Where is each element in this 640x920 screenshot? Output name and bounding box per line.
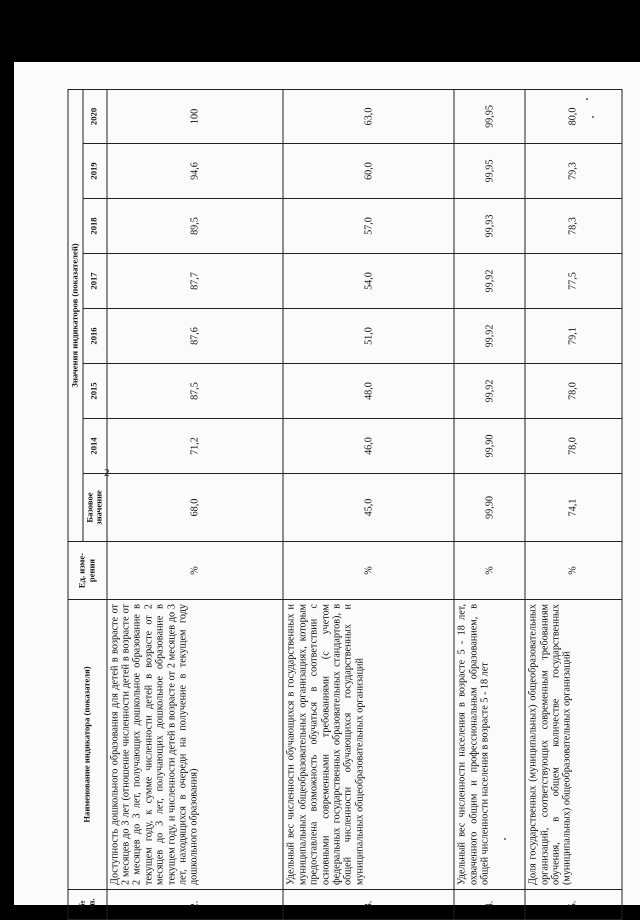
- year-value: 87,6: [107, 309, 284, 364]
- row-num: 4.: [454, 890, 525, 920]
- year-value: 99,95: [454, 144, 525, 199]
- indicator-unit: %: [454, 542, 525, 600]
- table-row: [107, 89, 284, 919]
- indicator-name: Доступность дошкольного образования для детей в возрасте от 2 месяцев до 3 лет (отношение численности детей в возрасте от 2 месяцев до 3 лет, получающих дошкольное образование в текущем году, к сумме численности детей в возрасте от 2 месяцев до 3 лет, получающих дошкольное образование в текущем году, и численности детей в возрасте от 2 месяцев до 3 лет, находящихся в очереди на получение в текущем году дошкольного образования): [107, 600, 284, 890]
- base-value: 74,1: [525, 474, 622, 542]
- year-value: 99,92: [454, 254, 525, 309]
- row-num: 5.: [525, 890, 622, 920]
- header-year: 2016: [83, 309, 107, 364]
- year-value: 54,0: [283, 254, 454, 309]
- year-value: 63,0: [283, 89, 454, 143]
- row-num: 2.: [107, 890, 284, 920]
- year-value: 78,3: [525, 199, 622, 254]
- indicator-name: Доля государственных (муниципальных) общеобразовательных организаций, соответствующих современным требованиям обучения, в общем количестве государственных (муниципальных) общеобразовательных организаций: [525, 600, 622, 890]
- header-year: 2014: [83, 419, 107, 474]
- year-value: 99,92: [454, 309, 525, 364]
- year-value: 80,0: [525, 89, 622, 143]
- year-value: 78,0: [525, 364, 622, 419]
- year-value: 60,0: [283, 144, 454, 199]
- year-value: 99,95: [454, 89, 525, 143]
- indicator-unit: %: [283, 542, 454, 600]
- header-unit: Ед. изме-рения: [68, 542, 107, 600]
- year-value: 71,2: [107, 419, 284, 474]
- header-year: 2019: [83, 144, 107, 199]
- indicator-name: Удельный вес численности населения в возрасте 5 - 18 лет, охваченного общим и профессиональным образованием, в общей численности населения в возрасте 5 - 18 лет: [454, 600, 525, 890]
- base-value: 45,0: [283, 474, 454, 542]
- year-value: 57,0: [283, 199, 454, 254]
- year-value: 99,92: [454, 364, 525, 419]
- indicator-table-rotated: [68, 90, 623, 920]
- header-year: 2018: [83, 199, 107, 254]
- year-value: 87,5: [107, 364, 284, 419]
- year-value: 89,5: [107, 199, 284, 254]
- header-year: 2017: [83, 254, 107, 309]
- year-value: 46,0: [283, 419, 454, 474]
- header-name: Наименование индикатора (показателя): [68, 600, 107, 890]
- indicator-name: Удельный вес численности обучающихся в государственных и муниципальных общеобразовательных организациях, которым предоставлена возможность обучаться в соответствии с основными современными требованиями (с учетом федеральных государственных образовательных стандартов), в общей численности обучающихся государственных и муниципальных общеобразовательных организаций: [283, 600, 454, 890]
- table-row: [283, 89, 454, 919]
- header-base: Базовое значение: [83, 474, 107, 542]
- year-value: 94,6: [107, 144, 284, 199]
- year-value: 51,0: [283, 309, 454, 364]
- indicator-unit: %: [525, 542, 622, 600]
- header-year: 2015: [83, 364, 107, 419]
- page-number: 2: [104, 467, 110, 479]
- year-value: 100: [107, 89, 284, 143]
- table-row: [525, 89, 622, 919]
- base-value: 68,0: [107, 474, 284, 542]
- year-value: 99,93: [454, 199, 525, 254]
- indicator-table: [68, 89, 623, 920]
- header-values-group: Значения индикаторов (показателей): [68, 89, 83, 541]
- year-value: 48,0: [283, 364, 454, 419]
- header-year: 2020: [83, 89, 107, 143]
- row-num: 3.: [283, 890, 454, 920]
- year-value: 87,7: [107, 254, 284, 309]
- year-value: 78,0: [525, 419, 622, 474]
- year-value: 99,90: [454, 419, 525, 474]
- table-row: [454, 89, 525, 919]
- indicator-unit: %: [107, 542, 284, 600]
- year-value: 77,5: [525, 254, 622, 309]
- year-value: 79,3: [525, 144, 622, 199]
- header-num: № пп.: [68, 890, 107, 920]
- base-value: 99,90: [454, 474, 525, 542]
- year-value: 79,1: [525, 309, 622, 364]
